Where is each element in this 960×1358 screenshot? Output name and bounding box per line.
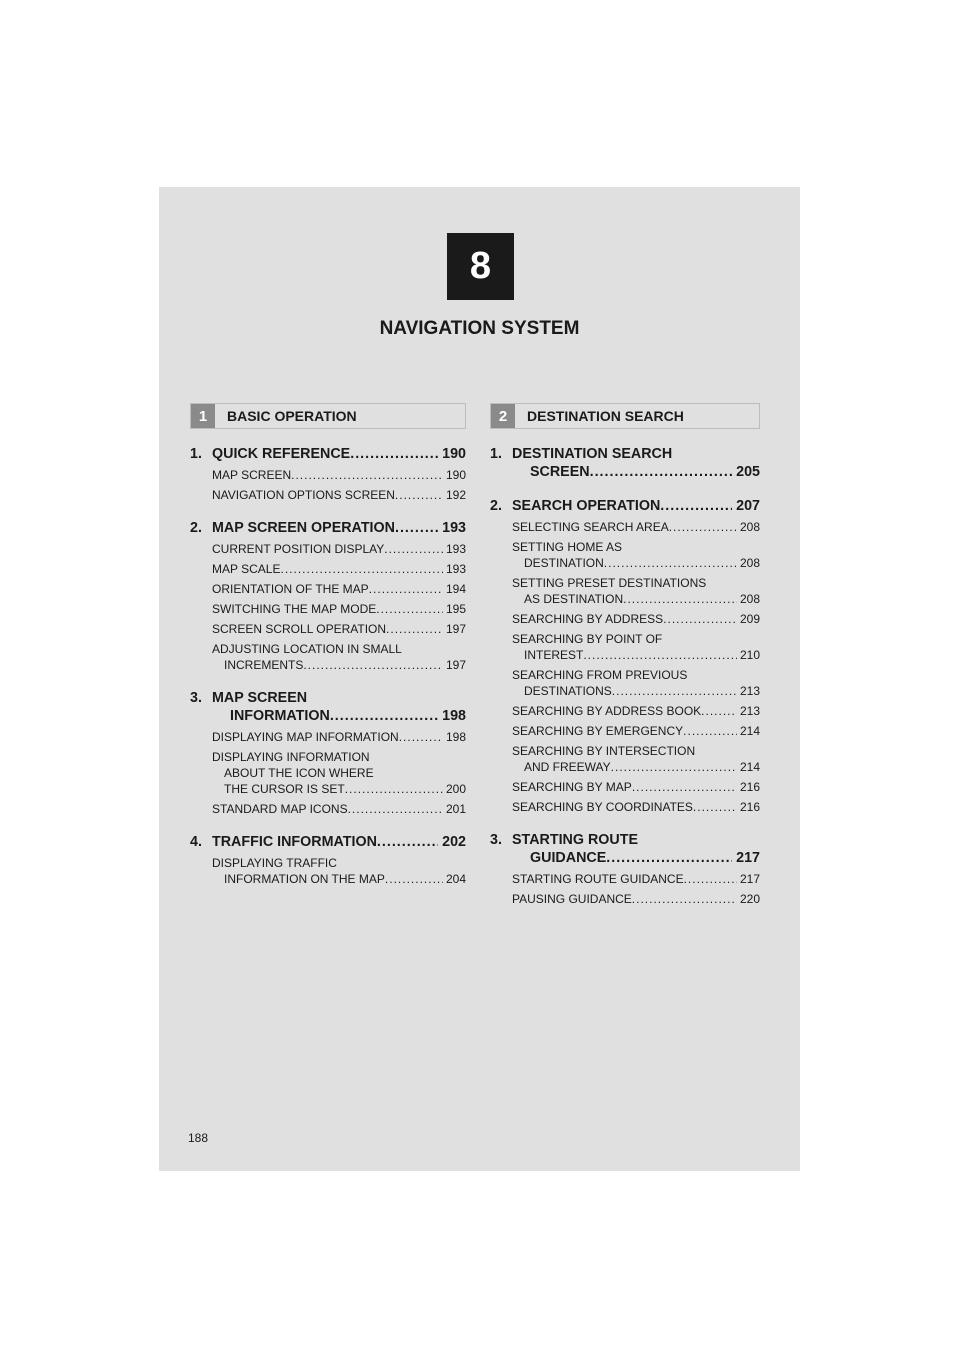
toc-subtopic[interactable] [512, 799, 760, 815]
topic-page: 207 [736, 498, 760, 514]
subtopic-line [512, 779, 760, 795]
dot-leader [395, 519, 438, 537]
subtopic-title: SEARCHING BY EMERGENCY [512, 724, 684, 738]
subtopic-title: SEARCHING FROM PREVIOUS [512, 668, 688, 682]
subtopic-title: INCREMENTS [224, 658, 304, 672]
subtopic-title: ADJUSTING LOCATION IN SMALL [212, 642, 402, 656]
dot-leader [669, 519, 737, 535]
subtopic-title: ABOUT THE ICON WHERE [224, 766, 374, 780]
subtopic-title: SWITCHING THE MAP MODE [212, 602, 377, 616]
subtopic-page: 197 [445, 658, 466, 672]
toc-subtopic[interactable] [512, 871, 760, 887]
subtopic-title: SEARCHING BY COORDINATES [512, 800, 693, 814]
toc-topic[interactable] [490, 445, 760, 481]
dot-leader [693, 799, 737, 815]
toc-subtopic[interactable] [512, 743, 760, 775]
topic-title: QUICK REFERENCE [212, 446, 351, 462]
toc-subtopic[interactable] [512, 575, 760, 607]
subtopic-line [512, 631, 760, 647]
subtopic-title: STANDARD MAP ICONS [212, 802, 348, 816]
subtopic-list [512, 519, 760, 815]
subtopic-page: 193 [445, 562, 466, 576]
topic-number: 1. [190, 446, 202, 462]
topic-number: 1. [490, 446, 502, 462]
topic-line [190, 833, 466, 851]
toc-subtopic[interactable] [212, 729, 466, 745]
dot-leader [345, 781, 443, 797]
topic-title: STARTING ROUTE [512, 832, 639, 848]
subtopic-page: 214 [739, 760, 760, 774]
subtopic-line [512, 703, 760, 719]
topic-title: MAP SCREEN OPERATION [212, 520, 395, 536]
subtopic-page: 201 [445, 802, 466, 816]
topic-line [490, 831, 760, 849]
dot-leader [583, 647, 737, 663]
subtopic-page: 210 [739, 648, 760, 662]
dot-leader [611, 759, 737, 775]
subtopic-page: 193 [445, 542, 466, 556]
dot-leader [606, 849, 732, 867]
toc-topic[interactable] [190, 689, 466, 725]
subtopic-list [212, 467, 466, 503]
section-column-2 [490, 403, 760, 911]
chapter-title: NAVIGATION SYSTEM [379, 318, 580, 339]
subtopic-list [212, 729, 466, 817]
topic-page: 190 [442, 446, 466, 462]
subtopic-line [212, 749, 466, 765]
subtopic-page: 192 [445, 488, 466, 502]
dot-leader [291, 467, 443, 483]
subtopic-title: CURRENT POSITION DISPLAY [212, 542, 385, 556]
subtopic-list [212, 541, 466, 673]
topic-page: 205 [736, 464, 760, 480]
subtopic-line [512, 647, 760, 663]
subtopic-line [512, 759, 760, 775]
subtopic-line [512, 519, 760, 535]
subtopic-list [512, 871, 760, 907]
dot-leader [632, 891, 737, 907]
section-number: 1 [191, 404, 215, 428]
topic-page: 193 [442, 520, 466, 536]
subtopic-title: DESTINATION [524, 556, 604, 570]
subtopic-title: SEARCHING BY MAP [512, 780, 632, 794]
subtopic-page: 204 [445, 872, 466, 886]
section-header [490, 403, 760, 429]
toc-subtopic[interactable] [512, 703, 760, 719]
dot-leader [623, 591, 737, 607]
subtopic-line [512, 591, 760, 607]
subtopic-line [212, 657, 466, 673]
subtopic-page: 213 [739, 684, 760, 698]
toc-topic[interactable] [490, 497, 760, 515]
dot-leader [384, 541, 443, 557]
toc-subtopic[interactable] [212, 487, 466, 503]
subtopic-line [212, 871, 466, 887]
subtopic-line [212, 765, 466, 781]
subtopic-title: INFORMATION ON THE MAP [224, 872, 385, 886]
subtopic-line [212, 641, 466, 657]
subtopic-title: DISPLAYING TRAFFIC [212, 856, 337, 870]
toc-subtopic[interactable] [212, 621, 466, 637]
subtopic-title: SETTING PRESET DESTINATIONS [512, 576, 707, 590]
section-title: DESTINATION SEARCH [527, 408, 684, 424]
subtopic-line [212, 855, 466, 871]
subtopic-title: THE CURSOR IS SET [224, 782, 345, 796]
subtopic-page: 208 [739, 520, 760, 534]
subtopic-title: SEARCHING BY ADDRESS [512, 612, 664, 626]
topic-title: SCREEN [530, 464, 590, 480]
toc-subtopic[interactable] [512, 631, 760, 663]
section-number: 2 [491, 404, 515, 428]
subtopic-page: 208 [739, 556, 760, 570]
topic-line [490, 463, 760, 481]
subtopic-line [512, 871, 760, 887]
subtopic-title: AS DESTINATION [524, 592, 624, 606]
topic-line [190, 519, 466, 537]
toc-subtopic[interactable] [212, 801, 466, 817]
subtopic-line [212, 621, 466, 637]
page-number: 188 [188, 1131, 209, 1145]
subtopic-line [512, 539, 760, 555]
subtopic-page: 216 [739, 800, 760, 814]
subtopic-page: 195 [445, 602, 466, 616]
topic-title: DESTINATION SEARCH [512, 446, 673, 462]
subtopic-title: MAP SCREEN [212, 468, 292, 482]
subtopic-page: 209 [739, 612, 760, 626]
toc-subtopic[interactable] [512, 667, 760, 699]
subtopic-line [512, 891, 760, 907]
toc-topic[interactable] [490, 831, 760, 867]
dot-leader [385, 871, 443, 887]
chapter-number-tab: 8 [447, 233, 514, 300]
topic-line [190, 707, 466, 725]
topic-number: 4. [190, 834, 202, 850]
topic-page: 198 [442, 708, 466, 724]
topic-title: TRAFFIC INFORMATION [212, 834, 377, 850]
subtopic-title: INTEREST [524, 648, 584, 662]
dot-leader [386, 621, 443, 637]
topic-page: 217 [736, 850, 760, 866]
dot-leader [701, 703, 737, 719]
topic-number: 2. [190, 520, 202, 536]
toc-subtopic[interactable] [212, 581, 466, 597]
subtopic-line [212, 467, 466, 483]
subtopic-page: 216 [739, 780, 760, 794]
toc-subtopic[interactable] [512, 519, 760, 535]
dot-leader [632, 779, 737, 795]
subtopic-line [212, 601, 466, 617]
toc-subtopic[interactable] [512, 611, 760, 627]
subtopic-title: AND FREEWAY [524, 760, 611, 774]
topic-number: 2. [490, 498, 502, 514]
subtopic-title: DISPLAYING MAP INFORMATION [212, 730, 399, 744]
dot-leader [369, 581, 443, 597]
subtopic-line [212, 581, 466, 597]
subtopic-title: SCREEN SCROLL OPERATION [212, 622, 387, 636]
subtopic-page: 220 [739, 892, 760, 906]
toc-subtopic[interactable] [212, 749, 466, 797]
subtopic-line [212, 541, 466, 557]
subtopic-title: MAP SCALE [212, 562, 281, 576]
subtopic-title: DISPLAYING INFORMATION [212, 750, 370, 764]
section-column-1 [190, 403, 466, 891]
toc-subtopic[interactable] [512, 723, 760, 739]
topic-line [190, 689, 466, 707]
dot-leader [376, 601, 443, 617]
topic-title: INFORMATION [230, 708, 330, 724]
topic-title: SEARCH OPERATION [512, 498, 661, 514]
dot-leader [663, 611, 737, 627]
topic-title: MAP SCREEN [212, 690, 308, 706]
subtopic-line [212, 781, 466, 797]
dot-leader [377, 833, 438, 851]
section-title: BASIC OPERATION [227, 408, 357, 424]
dot-leader [399, 729, 443, 745]
subtopic-list [212, 855, 466, 887]
subtopic-title: SEARCHING BY ADDRESS BOOK [512, 704, 702, 718]
subtopic-line [512, 743, 760, 759]
toc-subtopic[interactable] [212, 561, 466, 577]
subtopic-page: 200 [445, 782, 466, 796]
subtopic-page: 213 [739, 704, 760, 718]
dot-leader [612, 683, 737, 699]
topic-title: GUIDANCE [530, 850, 607, 866]
topic-line [490, 849, 760, 867]
subtopic-line [512, 667, 760, 683]
toc-subtopic[interactable] [212, 855, 466, 887]
topic-line [490, 445, 760, 463]
toc-subtopic[interactable] [212, 601, 466, 617]
section-header [190, 403, 466, 429]
dot-leader [395, 487, 443, 503]
subtopic-page: 208 [739, 592, 760, 606]
subtopic-page: 198 [445, 730, 466, 744]
subtopic-line [512, 723, 760, 739]
subtopic-line [212, 487, 466, 503]
subtopic-line [512, 683, 760, 699]
dot-leader [660, 497, 732, 515]
subtopic-title: STARTING ROUTE GUIDANCE [512, 872, 684, 886]
subtopic-line [212, 561, 466, 577]
subtopic-title: NAVIGATION OPTIONS SCREEN [212, 488, 395, 502]
toc-topic[interactable] [190, 833, 466, 851]
dot-leader [303, 657, 443, 673]
subtopic-page: 217 [739, 872, 760, 886]
toc-subtopic[interactable] [512, 891, 760, 907]
subtopic-title: SETTING HOME AS [512, 540, 623, 554]
toc-subtopic[interactable] [212, 541, 466, 557]
dot-leader [684, 871, 737, 887]
dot-leader [280, 561, 442, 577]
subtopic-title: SELECTING SEARCH AREA [512, 520, 669, 534]
dot-leader [590, 463, 733, 481]
subtopic-page: 197 [445, 622, 466, 636]
toc-subtopic[interactable] [212, 467, 466, 483]
subtopic-line [512, 555, 760, 571]
subtopic-line [212, 729, 466, 745]
dot-leader [348, 801, 443, 817]
topic-number: 3. [490, 832, 502, 848]
toc-topic[interactable] [190, 519, 466, 537]
dot-leader [330, 707, 438, 725]
subtopic-line [512, 575, 760, 591]
subtopic-line [512, 611, 760, 627]
subtopic-page: 190 [445, 468, 466, 482]
subtopic-title: DESTINATIONS [524, 684, 612, 698]
toc-topic[interactable] [190, 445, 466, 463]
subtopic-title: PAUSING GUIDANCE [512, 892, 632, 906]
subtopic-title: ORIENTATION OF THE MAP [212, 582, 369, 596]
subtopic-page: 214 [739, 724, 760, 738]
topic-line [190, 445, 466, 463]
dot-leader [683, 723, 737, 739]
subtopic-title: SEARCHING BY POINT OF [512, 632, 663, 646]
topic-page: 202 [442, 834, 466, 850]
toc-subtopic[interactable] [512, 539, 760, 571]
topic-line [490, 497, 760, 515]
topic-number: 3. [190, 690, 202, 706]
subtopic-line [512, 799, 760, 815]
toc-subtopic[interactable] [212, 641, 466, 673]
subtopic-line [212, 801, 466, 817]
subtopic-page: 194 [445, 582, 466, 596]
dot-leader [350, 445, 438, 463]
subtopic-title: SEARCHING BY INTERSECTION [512, 744, 696, 758]
dot-leader [604, 555, 737, 571]
toc-subtopic[interactable] [512, 779, 760, 795]
